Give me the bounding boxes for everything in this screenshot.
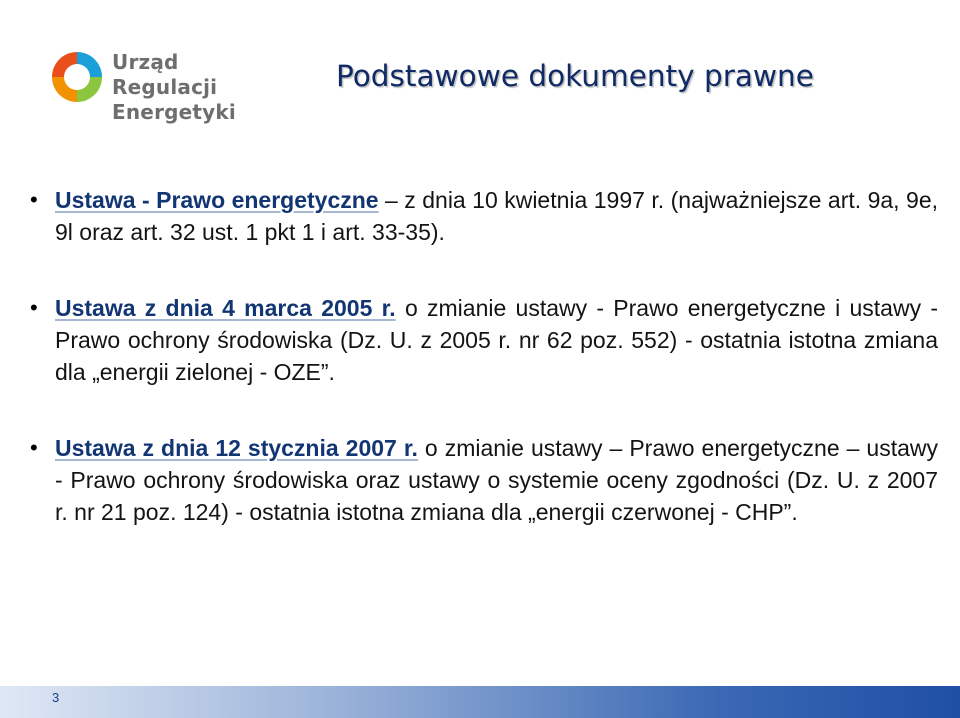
list-item <box>22 292 938 388</box>
footer-bar <box>0 686 960 718</box>
act-description: o zmianie ustawy – Prawo energetyczne – ustawy - Prawo ochrony środowiska oraz ustawy o systemie oceny zgodności (Dz. U. z 2007 r. nr 21 poz. 124) - ostatnia istotna zmiana dla „energii czerwonej - CHP”. <box>55 435 938 525</box>
bullet-icon: • <box>30 435 38 460</box>
act-title: Ustawa - Prawo energetyczne <box>55 187 379 213</box>
list-item <box>22 432 938 528</box>
page-number: 3 <box>52 690 60 705</box>
act-title: Ustawa z dnia 12 stycznia 2007 r. <box>55 435 418 461</box>
list-item <box>22 184 938 248</box>
ure-logo-text <box>112 50 278 125</box>
act-title: Ustawa z dnia 4 marca 2005 r. <box>55 295 396 321</box>
document-list <box>22 184 938 528</box>
bullet-icon: • <box>30 187 38 212</box>
act-description: o zmianie ustawy - Prawo energetyczne i ustawy - Prawo ochrony środowiska (Dz. U. z 2005 r. nr 62 poz. 552) - ostatnia istotna zmiana dla „energii zielonej - OZE”. <box>55 295 938 385</box>
logo-text-line2: Energetyki <box>112 100 236 124</box>
ure-logo-mark-icon <box>48 48 106 106</box>
bullet-icon: • <box>30 295 38 320</box>
logo-text-line1: Urząd Regulacji <box>112 50 218 99</box>
slide-title: Podstawowe dokumenty prawne <box>336 59 814 93</box>
ure-logo <box>48 46 278 124</box>
act-description: – z dnia 10 kwietnia 1997 r. (najważniejsze art. 9a, 9e, 9l oraz art. 32 ust. 1 pkt 1 i art. 33-35). <box>55 187 938 245</box>
